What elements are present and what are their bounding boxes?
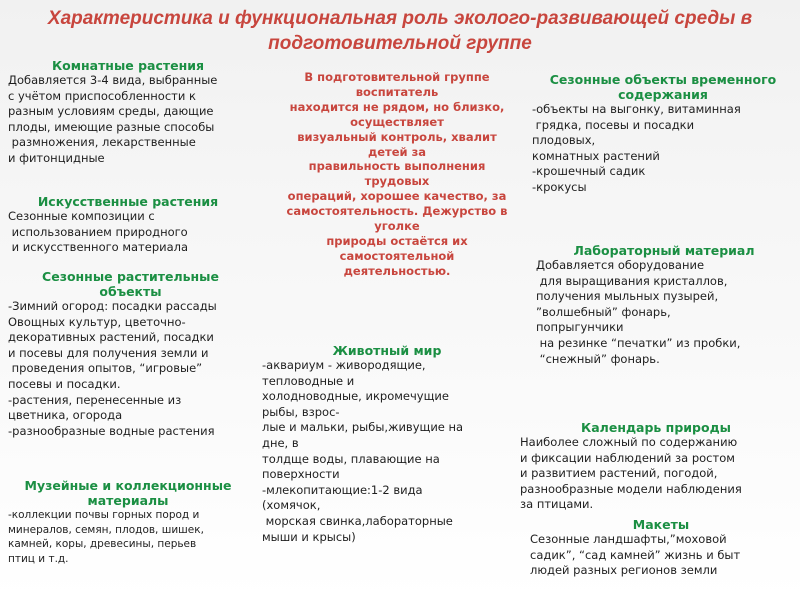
- section-body: -коллекции почвы горных пород и минералов, семян, плодов, шишек, камней, коры, древесины, перьев птиц и т.д.: [8, 509, 204, 565]
- section-body: Наиболее сложный по содержанию и фиксации наблюдений за ростом и развитием растений, погодой, разнообразные модели наблюдения за птицами.: [520, 435, 742, 512]
- section-heading: Комнатные растения: [51, 58, 205, 73]
- section-heading: Музейные и коллекционные материалы: [24, 478, 232, 508]
- section-body: Сезонные композиции с использованием природного и искусственного материала: [8, 209, 189, 255]
- slide-title: Характеристика и функциональная роль эколого-развивающей среды в подготовительной группе: [47, 8, 753, 54]
- section-body: -объекты на выгонку, витаминная грядка, посевы и посадки плодовых, комнатных растений -крошечный садик -крокусы: [532, 102, 741, 194]
- section-museum: [8, 478, 248, 566]
- section-seasonal-objects: [532, 72, 794, 196]
- section-houseplants: [8, 58, 248, 167]
- section-body: -аквариум - живородящие, тепловодные и холодноводные, икромечущие рыбы, взрос- лые и мальки, рыбы,живущие на дне, в толдще воды, плавающие на поверхности -млекопитающие:1-2 вида (хомячок, морская свинка,лабораторные мыши и крысы): [262, 358, 464, 544]
- section-body: Добавляется 3-4 вида, выбранные с учётом приспособленности к разным условиям среды, дающие плоды, имеющие разные способы размножения, лекарственные и фитонцидные: [8, 73, 218, 165]
- section-heading: Сезонные растительные объекты: [42, 269, 219, 299]
- section-lab-materials: [536, 243, 792, 367]
- section-heading: Календарь природы: [581, 420, 731, 435]
- center-teacher-role-text: В подготовительной группе воспитатель находится не рядом, но близко, осуществляет визуальный контроль, хвалит детей за правильность выполнения трудовых операций, хорошее качество, за самостоятельность. Дежурство в уголке природы остаётся их самостоятельной деятельностью.: [286, 70, 508, 278]
- section-body: -Зимний огород: посадки рассады Овощных культур, цветочно- декоративных растений, посадки и посевы для получения земли и проведения опытов, “игровые” посевы и посадки. -растения, перенесенные из цветника, огорода -разнообразные водные растения: [8, 299, 217, 438]
- section-body: Сезонные ландшафты,”моховой садик”, “сад камней” жизнь и быт людей разных регионов земли: [530, 532, 741, 578]
- section-heading: Животный мир: [332, 343, 442, 358]
- section-seasonal-plants: [8, 269, 253, 439]
- section-heading: Искусственные растения: [37, 194, 219, 209]
- section-heading: Сезонные объекты временного содержания: [549, 72, 777, 102]
- section-animals: [262, 343, 512, 545]
- section-models: [530, 517, 792, 579]
- section-heading: Лабораторный материал: [573, 243, 755, 258]
- section-heading: Макеты: [632, 517, 690, 532]
- section-body: Добавляется оборудование для выращивания кристаллов, получения мыльных пузырей, ”волшебный” фонарь, попрыгунчики на резинке “печатки” из пробки, “снежный” фонарь.: [536, 258, 741, 366]
- section-artificial-plants: [8, 194, 248, 256]
- section-nature-calendar: [520, 420, 792, 513]
